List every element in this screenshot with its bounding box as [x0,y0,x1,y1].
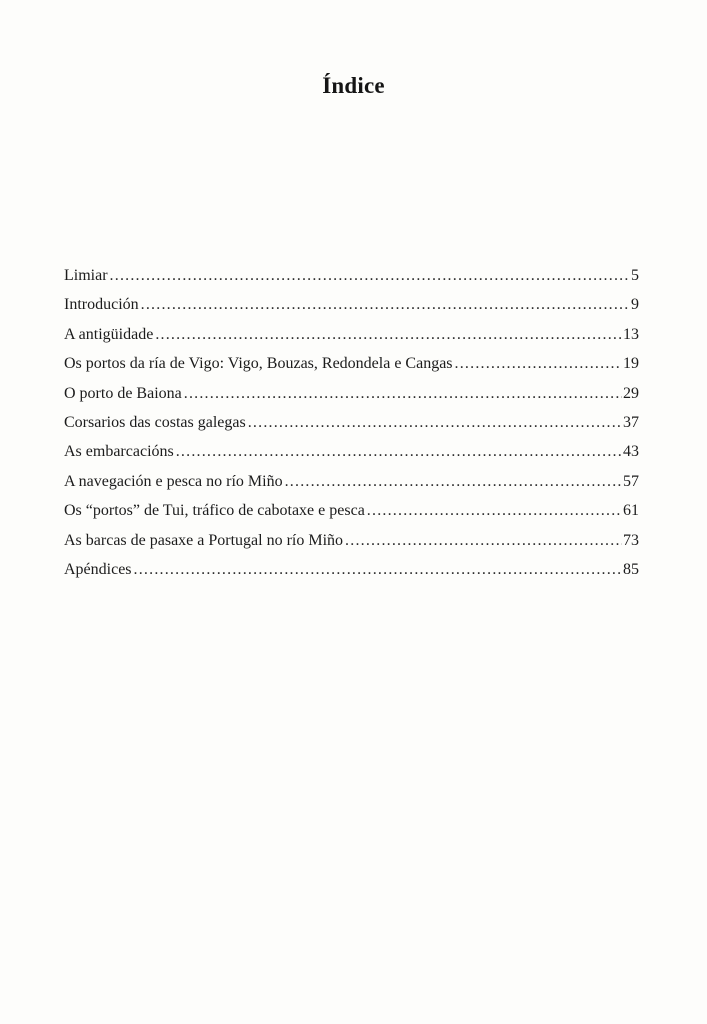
toc-dot-leader [285,471,622,493]
toc-entry-page: 29 [623,384,639,402]
toc-entry [64,383,639,412]
toc-dot-leader [176,441,622,463]
toc-entry [64,500,639,529]
toc-entry-label: Introdución [64,296,139,314]
page-title: Índice [322,73,385,99]
toc-entry-page: 85 [623,560,639,578]
toc-entry-page: 5 [631,267,639,284]
toc-dot-leader [134,559,622,581]
toc-entry [64,324,639,353]
toc-dot-leader [345,530,622,552]
toc-entry [64,353,639,382]
toc-entry-page: 57 [623,472,639,490]
toc-dot-leader [141,294,630,316]
toc-entry-label: A navegación e pesca no río Miño [64,472,283,490]
toc-dot-leader [184,383,622,405]
toc-entry [64,294,639,323]
toc-dot-leader [455,353,622,375]
toc-dot-leader [155,324,622,346]
toc-entry-page: 13 [623,325,639,343]
toc-entry-page: 43 [623,443,639,461]
toc-entry [64,412,639,441]
toc-entry-label: Limiar [64,267,108,284]
toc-entry-label: Os “portos” de Tui, tráfico de cabotaxe e pesca [64,502,365,520]
toc-entry-label: As embarcacións [64,443,174,461]
toc-dot-leader [367,500,622,522]
toc-entry-label: O porto de Baiona [64,384,182,402]
toc-entry [64,530,639,559]
toc-entry [64,265,639,294]
toc-entry-label: As barcas de pasaxe a Portugal no río Miño [64,531,344,549]
toc-dot-leader [248,412,622,434]
toc-entry-page: 37 [623,413,639,431]
toc-entry-page: 19 [623,355,639,373]
toc-entry-label: A antigüidade [64,325,154,343]
toc-entry-page: 61 [623,502,639,520]
table-of-contents [64,265,639,588]
toc-entry [64,441,639,470]
toc-entry [64,559,639,588]
toc-dot-leader [110,265,630,287]
toc-entry-page: 73 [623,531,639,549]
toc-entry-label: Apéndices [64,560,132,578]
toc-entry-label: Corsarios das costas galegas [64,413,246,431]
toc-entry-page: 9 [631,296,639,314]
toc-entry-label: Os portos da ría de Vigo: Vigo, Bouzas, Redondela e Cangas [64,355,453,373]
toc-entry [64,471,639,500]
